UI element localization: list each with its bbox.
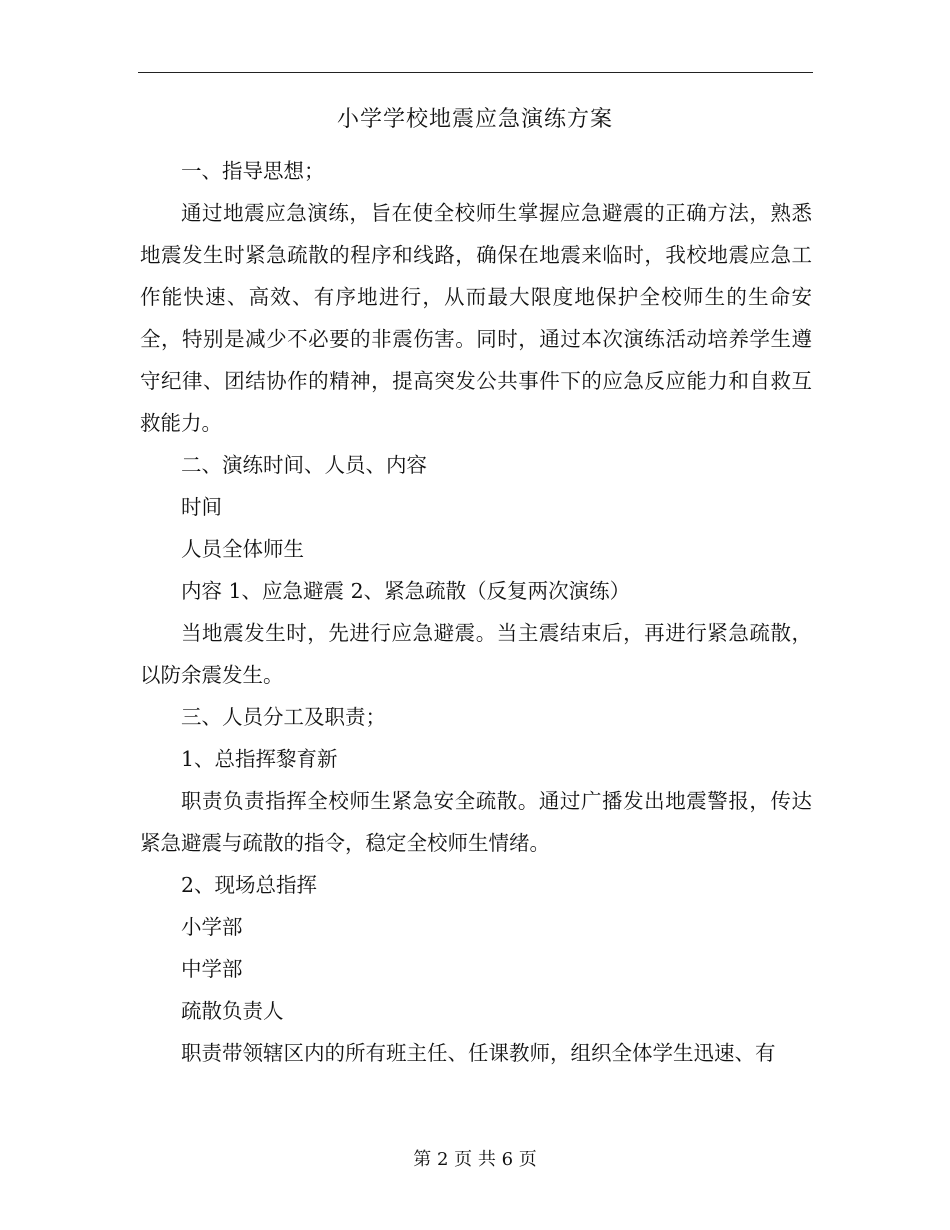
line-commander-in-chief: 1、总指挥黎育新 (181, 747, 338, 771)
line-evacuation-lead: 疏散负责人 (181, 999, 284, 1023)
paragraph-evacuation-duties: 职责带领辖区内的所有班主任、任课教师，组织全体学生迅速、有 (181, 1041, 776, 1065)
document-title: 小学学校地震应急演练方案 (336, 107, 613, 132)
line-content: 内容 1、应急避震 2、紧急疏散（反复两次演练） (181, 579, 631, 603)
paragraph-commander-duties: 职责负责指挥全校师生紧急安全疏散。通过广播发出地震警报，传达紧急避震与疏散的指令，稳定全校师生情绪。 (140, 789, 812, 855)
line-time: 时间 (181, 495, 222, 519)
heading-guiding-ideology: 一、指导思想； (181, 159, 325, 183)
header-rule (138, 72, 813, 73)
line-field-commander: 2、现场总指挥 (181, 873, 318, 897)
paragraph-purpose: 通过地震应急演练，旨在使全校师生掌握应急避震的正确方法，熟悉地震发生时紧急疏散的程序和线路，确保在地震来临时，我校地震应急工作能快速、高效、有序地进行，从而最大限度地保护全校师生的生命安全，特别是减少不必要的非震伤害。同时，通过本次演练活动培养学生遵守纪律、团结协作的精神，提高突发公共事件下的应急反应能力和自救互救能力。 (140, 201, 812, 435)
line-primary-section: 小学部 (181, 915, 243, 939)
line-personnel: 人员全体师生 (181, 537, 304, 561)
heading-drill-time-personnel-content: 二、演练时间、人员、内容 (181, 453, 427, 477)
line-middle-section: 中学部 (181, 957, 243, 981)
document-body (140, 150, 812, 1074)
heading-roles-responsibilities: 三、人员分工及职责； (181, 705, 386, 729)
page-number: 第 2 页 共 6 页 (413, 1149, 537, 1170)
paragraph-procedure: 当地震发生时，先进行应急避震。当主震结束后，再进行紧急疏散，以防余震发生。 (140, 621, 812, 687)
